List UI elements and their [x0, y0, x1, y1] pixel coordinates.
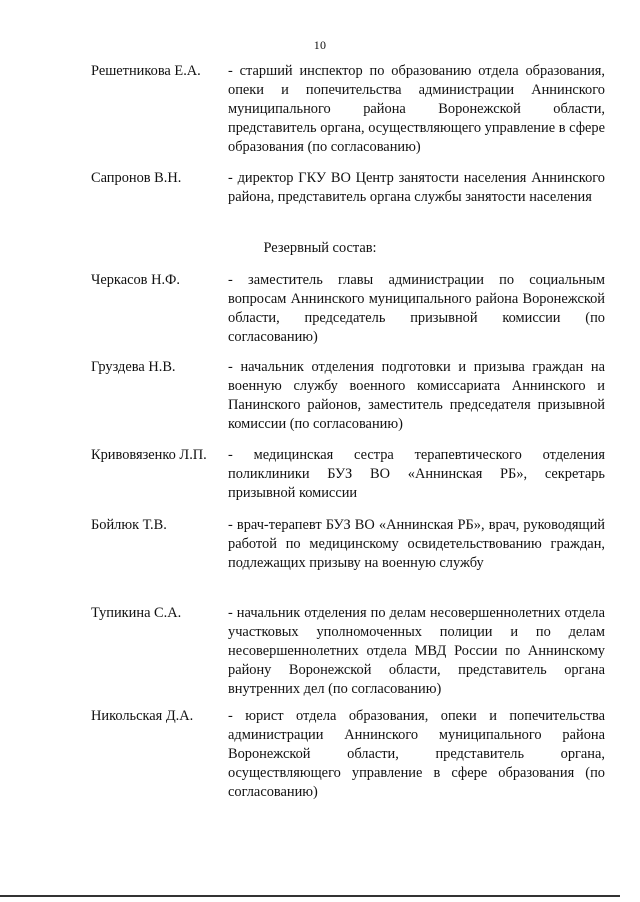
reserve-heading: Резервный состав: — [263, 240, 377, 256]
member-description: - начальник отделения по делам несовершеннолетних отдела участковых уполномоченных полиции и по делам несовершеннолетних отдела МВД России по Аннинскому району Воронежской области, представитель органа внутренних дел (по согласованию) — [228, 605, 605, 697]
member-name: Кривовязенко Л.П. — [91, 447, 207, 463]
member-name: Никольская Д.А. — [91, 708, 194, 724]
member-description: - старший инспектор по образованию отдела образования, опеки и попечительства администрации Аннинского муниципального района Воронежской области, представитель органа, осуществляющего управление в сфере образования (по согласованию) — [228, 63, 605, 155]
member-name: Бойлюк Т.В. — [91, 517, 167, 533]
member-name: Тупикина С.А. — [91, 605, 182, 621]
member-description: - юрист отдела образования, опеки и попечительства администрации Аннинского муниципального района Воронежской области, представитель органа, осуществляющего управление в сфере образования (по согласованию) — [228, 708, 605, 800]
member-description: - врач-терапевт БУЗ ВО «Аннинская РБ», врач, руководящий работой по медицинскому освидетельствованию граждан, подлежащих призыву на военную службу — [228, 517, 605, 571]
member-description: - заместитель главы администрации по социальным вопросам Аннинского муниципального района Воронежской области, председатель призывной комиссии (по согласованию) — [228, 272, 605, 345]
member-description: - начальник отделения подготовки и призыва граждан на военную службу военного комиссариата Аннинского и Панинского районов, заместитель председателя призывной комиссии (по согласованию) — [228, 359, 605, 432]
member-name: Груздева Н.В. — [91, 359, 176, 375]
page-bottom-rule — [0, 895, 620, 897]
member-description: - директор ГКУ ВО Центр занятости населения Аннинского района, представитель органа службы занятости населения — [228, 170, 605, 205]
member-name: Черкасов Н.Ф. — [91, 272, 181, 288]
member-description: - медицинская сестра терапевтического отделения поликлиники БУЗ ВО «Аннинская РБ», секретарь призывной комиссии — [228, 447, 605, 501]
member-name: Решетникова Е.А. — [91, 63, 201, 79]
member-name: Сапронов В.Н. — [91, 170, 182, 186]
page-number: 10 — [313, 38, 327, 52]
